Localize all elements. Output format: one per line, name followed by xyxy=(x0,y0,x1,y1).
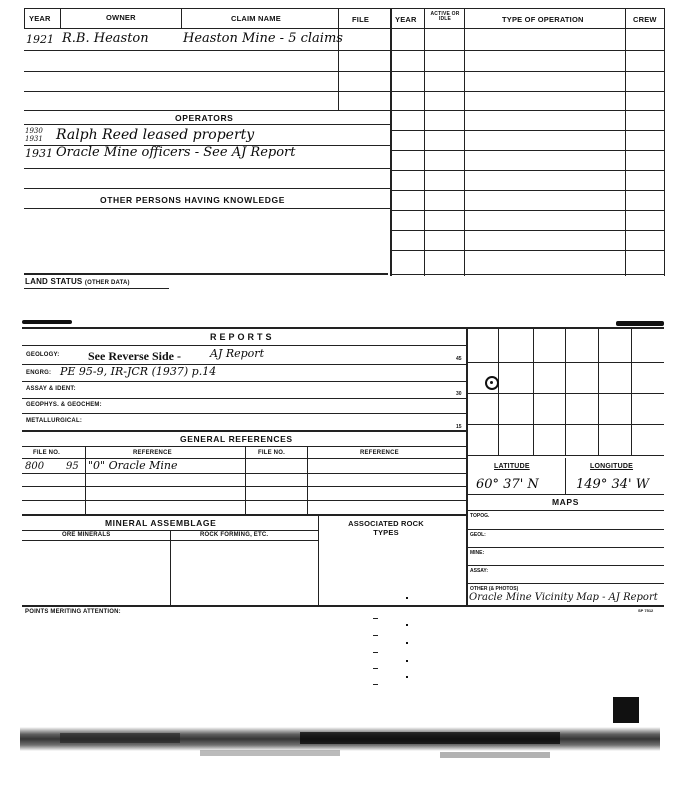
maps-mine: MINE: xyxy=(470,550,485,556)
location-marker-dot xyxy=(490,381,493,384)
land-status-label: LAND STATUS xyxy=(25,277,83,286)
general-references-title: GENERAL REFERENCES xyxy=(180,434,293,444)
margin-30: 30 xyxy=(456,391,462,397)
header-year-2: YEAR xyxy=(395,15,417,24)
latitude-value: 60° 37' N xyxy=(476,477,539,492)
geophys-label: GEOPHYS. & GEOCHEM: xyxy=(26,402,102,408)
scan-mark-left xyxy=(22,320,72,324)
operator-year-1: 1930 1931 xyxy=(25,127,43,143)
ref-header-reference-2: REFERENCE xyxy=(360,450,399,456)
maps-assay: ASSAY: xyxy=(470,568,489,574)
maps-other-value: Oracle Mine Vicinity Map - AJ Report xyxy=(469,592,658,603)
longitude-value: 149° 34' W xyxy=(576,477,650,492)
ref-header-file-no-2: FILE NO. xyxy=(258,450,285,456)
assay-label: ASSAY & IDENT: xyxy=(26,386,76,392)
ref-reference-1: "0" Oracle Mine xyxy=(88,459,178,472)
maps-topog: TOPOG. xyxy=(470,513,490,519)
metallurgical-label: METALLURGICAL: xyxy=(26,418,83,424)
maps-title: MAPS xyxy=(552,497,579,507)
latitude-label: LATITUDE xyxy=(494,463,530,470)
header-crew: CREW xyxy=(633,15,657,24)
margin-45: 45 xyxy=(456,356,462,362)
points-meriting-attention: POINTS MERITING ATTENTION: xyxy=(25,609,121,615)
registration-mark xyxy=(613,697,639,723)
scan-mark-right xyxy=(616,321,664,326)
operator-text-1: Ralph Reed leased property xyxy=(56,127,255,143)
ref-num-1: 95 xyxy=(66,461,79,472)
land-status-sub: (OTHER DATA) xyxy=(84,280,130,286)
header-file: FILE xyxy=(352,15,370,24)
ref-header-file-no: FILE NO. xyxy=(33,450,60,456)
ref-file-no-1: 800 xyxy=(25,461,45,472)
maps-geol: GEOL: xyxy=(470,532,486,538)
engrg-label: ENGRG: xyxy=(26,370,52,376)
rock-forming-label: ROCK FORMING, ETC. xyxy=(200,532,269,538)
header-type-of-operation: TYPE OF OPERATION xyxy=(502,15,584,24)
claim-name: Heaston Mine - 5 claims xyxy=(183,31,343,46)
ore-minerals-label: ORE MINERALS xyxy=(62,532,111,538)
longitude-label: LONGITUDE xyxy=(590,463,634,470)
operators-title: OPERATORS xyxy=(175,113,234,123)
header-year: YEAR xyxy=(29,14,51,23)
owner-name: R.B. Heaston xyxy=(62,31,149,46)
owner-year: 1921 xyxy=(26,33,54,46)
header-active-or-idle: ACTIVE OR IDLE xyxy=(430,11,460,22)
other-persons-title: OTHER PERSONS HAVING KNOWLEDGE xyxy=(100,195,286,205)
header-owner: OWNER xyxy=(106,13,136,22)
header-claim-name: CLAIM NAME xyxy=(231,14,281,23)
operator-text-2: Oracle Mine officers - See AJ Report xyxy=(56,145,296,160)
ref-header-reference: REFERENCE xyxy=(133,450,172,456)
engrg-value: PE 95-9, IR-JCR (1937) p.14 xyxy=(60,365,217,378)
geology-value: See Reverse Side - xyxy=(88,349,181,363)
form-code: SP 7512 xyxy=(638,608,654,613)
margin-15: 15 xyxy=(456,424,462,430)
operator-year-2: 1931 xyxy=(25,147,53,160)
land-status xyxy=(25,278,130,286)
mineral-assemblage-title: MINERAL ASSEMBLAGE xyxy=(105,518,217,528)
reports-title: REPORTS xyxy=(210,332,275,342)
associated-rock-types: ASSOCIATED ROCK TYPES xyxy=(348,519,424,537)
maps-other-label: OTHER (& PHOTOS) xyxy=(470,586,519,592)
geology-note: AJ Report xyxy=(210,347,264,360)
geology-label: GEOLOGY: xyxy=(26,352,60,358)
